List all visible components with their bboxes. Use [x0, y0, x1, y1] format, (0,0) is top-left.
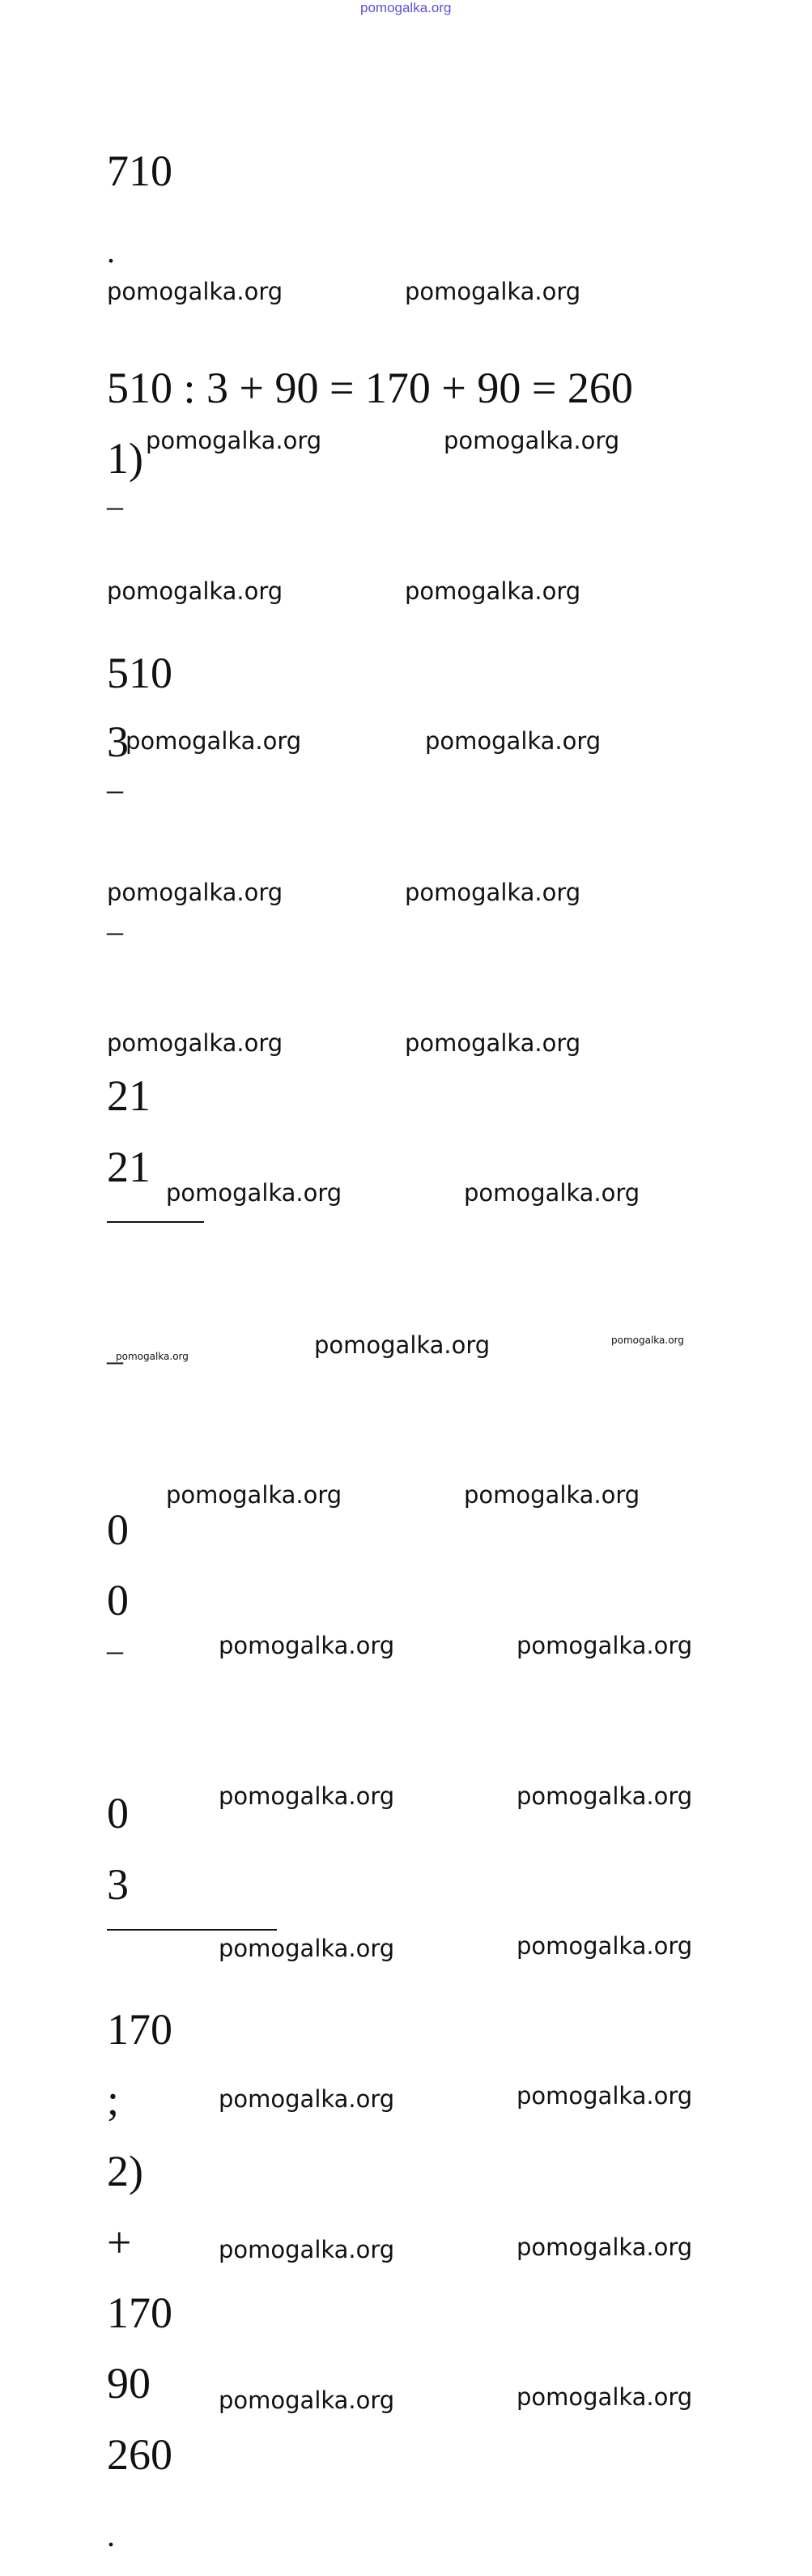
watermark: pomogalka.org [219, 1632, 395, 1659]
task-number: 710 [107, 147, 172, 195]
solution-expression: 510 : 3 + 90 = 170 + 90 = 260 [107, 364, 633, 412]
quotient: 170 [107, 2005, 172, 2054]
separator: ; [107, 2076, 120, 2124]
watermark: pomogalka.org [107, 879, 283, 906]
watermark: pomogalka.org [125, 727, 302, 755]
minus-sign: – [107, 913, 123, 949]
watermark-small: pomogalka.org [116, 1351, 189, 1362]
site-logo-link[interactable]: pomogalka.org [360, 0, 452, 15]
watermark: pomogalka.org [107, 1029, 283, 1057]
watermark: pomogalka.org [405, 577, 581, 605]
minus-sign: – [107, 1342, 123, 1378]
watermark-small: pomogalka.org [611, 1335, 684, 1346]
watermark: pomogalka.org [405, 278, 581, 305]
watermark: pomogalka.org [444, 427, 620, 454]
watermark: pomogalka.org [517, 2383, 693, 2411]
minus-sign: – [107, 771, 123, 807]
partial-dividend-2: 0 [107, 1576, 129, 1624]
watermark: pomogalka.org [219, 2085, 395, 2113]
watermark: pomogalka.org [219, 1935, 395, 1962]
watermark: pomogalka.org [219, 2387, 395, 2414]
watermark: pomogalka.org [405, 1029, 581, 1057]
watermark: pomogalka.org [517, 2082, 693, 2110]
end-dot: . [107, 2517, 115, 2553]
watermark: pomogalka.org [517, 1782, 693, 1810]
watermark: pomogalka.org [314, 1331, 491, 1359]
watermark: pomogalka.org [517, 2233, 693, 2261]
division-underline [107, 1221, 204, 1223]
minus-sign: – [107, 1632, 123, 1668]
divisor: 3 [107, 717, 129, 766]
remainder-1: 0 [107, 1505, 129, 1554]
partial-product-1: 21 [107, 1071, 151, 1120]
watermark: pomogalka.org [517, 1632, 693, 1659]
quotient-digit: 3 [107, 1860, 129, 1909]
watermark: pomogalka.org [464, 1481, 640, 1509]
watermark: pomogalka.org [425, 727, 602, 755]
watermark: pomogalka.org [517, 1932, 693, 1960]
watermark: pomogalka.org [219, 2236, 395, 2263]
watermark: pomogalka.org [166, 1179, 342, 1207]
division-underline [107, 1929, 277, 1931]
watermark: pomogalka.org [219, 1782, 395, 1810]
addend-2: 90 [107, 2359, 151, 2408]
dividend: 510 [107, 649, 172, 697]
sum: 260 [107, 2430, 172, 2479]
step-2-label: 2) [107, 2147, 143, 2195]
watermark: pomogalka.org [107, 278, 283, 305]
watermark: pomogalka.org [107, 577, 283, 605]
step-1-label: 1) [107, 434, 143, 483]
partial-dividend-1: 21 [107, 1143, 151, 1191]
minus-sign: – [107, 488, 123, 524]
task-number-dot: . [107, 233, 115, 270]
watermark: pomogalka.org [405, 879, 581, 906]
watermark: pomogalka.org [464, 1179, 640, 1207]
watermark: pomogalka.org [146, 427, 322, 454]
addend-1: 170 [107, 2289, 172, 2337]
watermark: pomogalka.org [166, 1481, 342, 1509]
partial-product-2: 0 [107, 1789, 129, 1837]
plus-sign: + [107, 2218, 132, 2267]
